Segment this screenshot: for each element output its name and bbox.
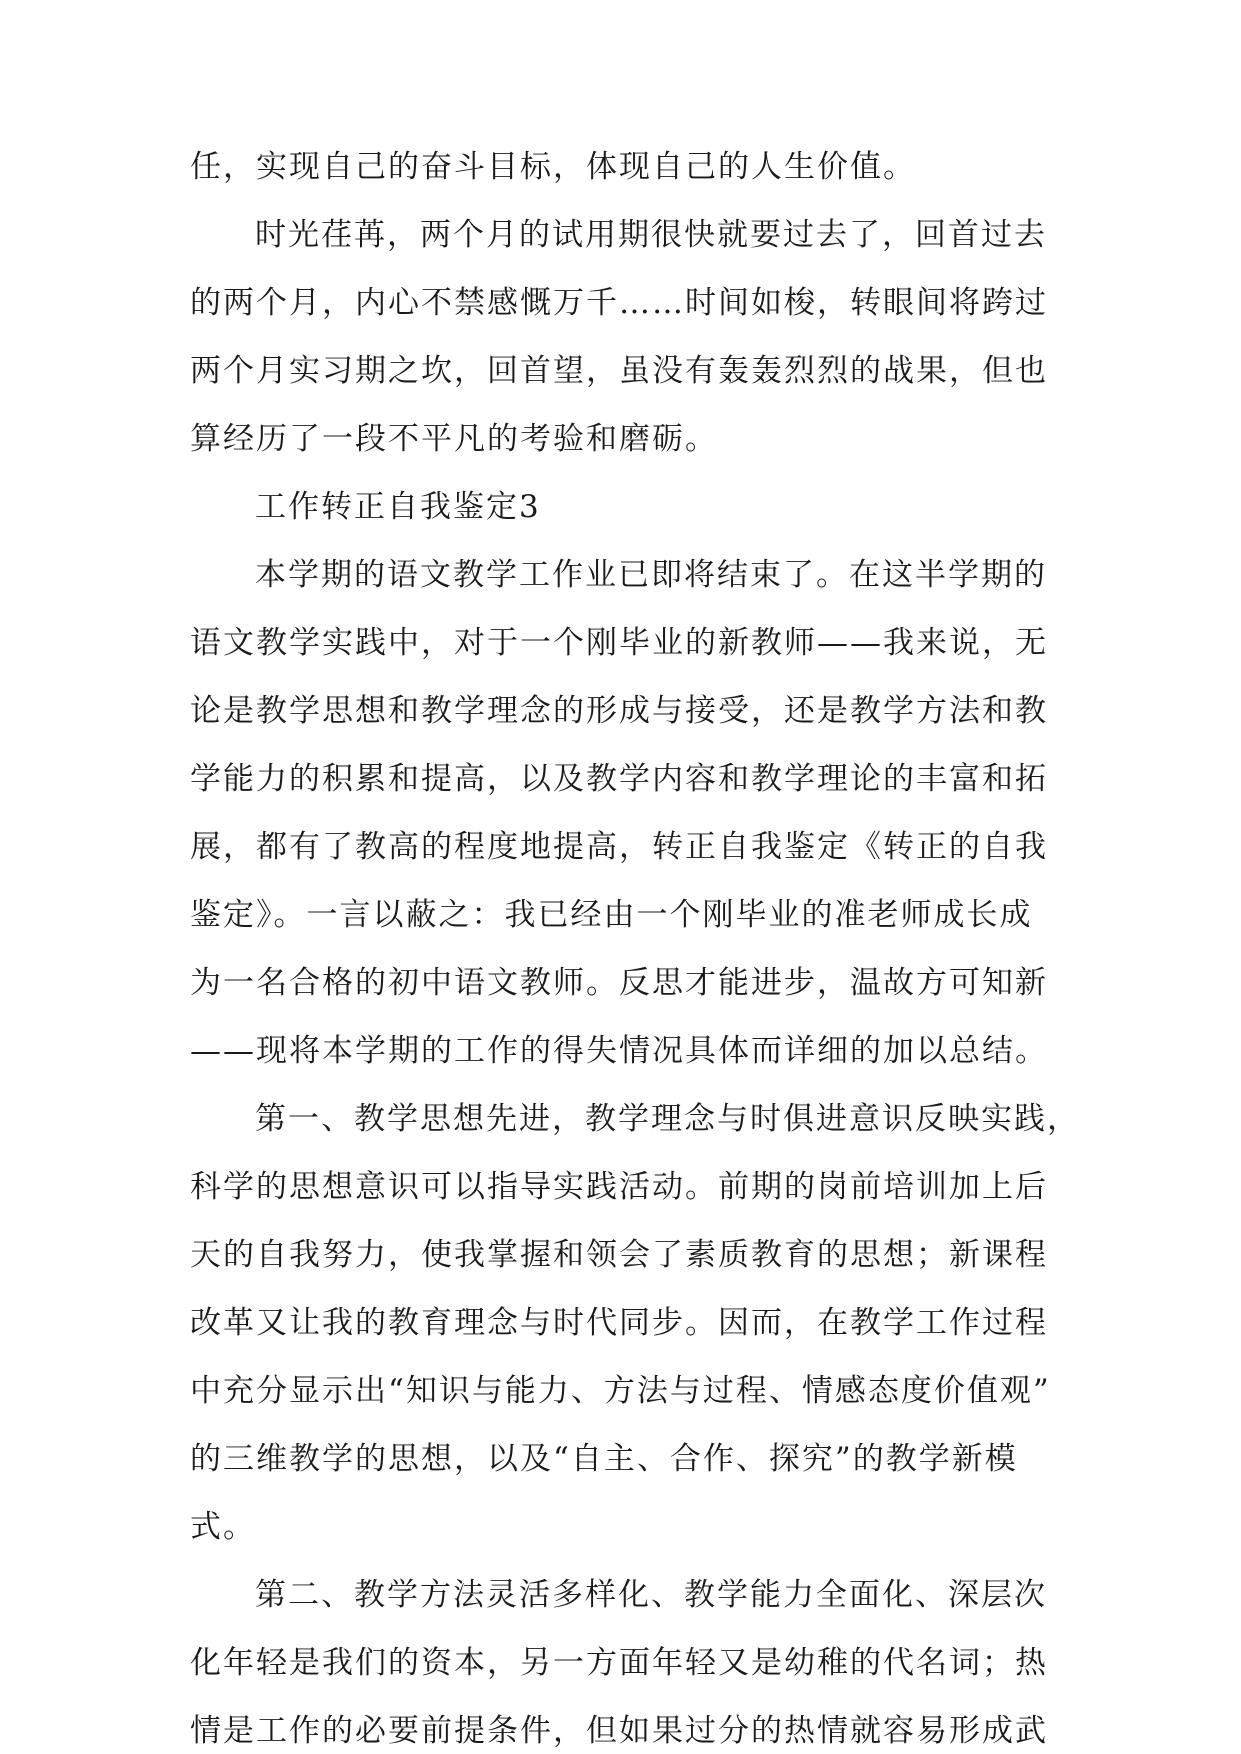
text-line: 式。 <box>190 1509 256 1545</box>
text-line: 改革又让我的教育理念与时代同步。因而，在教学工作过程 <box>190 1305 1048 1341</box>
paragraph-start: 第一、教学思想先进，教学理念与时俱进意识反映实践， <box>255 1101 1080 1137</box>
text-line: 科学的思想意识可以指导实践活动。前期的岗前培训加上后 <box>190 1169 1048 1205</box>
paragraph-start: 本学期的语文教学工作业已即将结束了。在这半学期的 <box>255 557 1047 593</box>
text-line: 两个月实习期之坎，回首望，虽没有轰轰烈烈的战果，但也 <box>190 353 1048 389</box>
paragraph-start: 时光荏苒，两个月的试用期很快就要过去了，回首过去 <box>255 217 1047 253</box>
text-line: 化年轻是我们的资本，另一方面年轻又是幼稚的代名词；热 <box>190 1645 1048 1681</box>
text-line: 天的自我努力，使我掌握和领会了素质教育的思想；新课程 <box>190 1237 1048 1273</box>
text-line: 语文教学实践中，对于一个刚毕业的新教师——我来说，无 <box>190 625 1048 661</box>
text-line: 任，实现自己的奋斗目标，体现自己的人生价值。 <box>190 149 916 185</box>
text-line: 展，都有了教高的程度地提高，转正自我鉴定《转正的自我 <box>190 829 1048 865</box>
text-line: 的三维教学的思想，以及“自主、合作、探究”的教学新模 <box>190 1441 1018 1477</box>
text-line: 情是工作的必要前提条件，但如果过分的热情就容易形成武 <box>190 1713 1048 1749</box>
text-line: 鉴定》。一言以蔽之：我已经由一个刚毕业的准老师成长成 <box>190 897 1033 933</box>
text-line: 为一名合格的初中语文教师。反思才能进步，温故方可知新 <box>190 965 1048 1001</box>
text-line: 中充分显示出“知识与能力、方法与过程、情感态度价值观” <box>190 1373 1051 1409</box>
text-line: 学能力的积累和提高，以及教学内容和教学理论的丰富和拓 <box>190 761 1048 797</box>
text-line: 论是教学思想和教学理念的形成与接受，还是教学方法和教 <box>190 693 1048 729</box>
text-line: ——现将本学期的工作的得失情况具体而详细的加以总结。 <box>190 1033 1048 1069</box>
text-line: 算经历了一段不平凡的考验和磨砺。 <box>190 421 718 457</box>
text-line: 的两个月，内心不禁感慨万千……时间如梭，转眼间将跨过 <box>190 285 1048 321</box>
paragraph-start: 第二、教学方法灵活多样化、教学能力全面化、深层次 <box>255 1577 1047 1613</box>
section-heading: 工作转正自我鉴定3 <box>255 489 541 525</box>
